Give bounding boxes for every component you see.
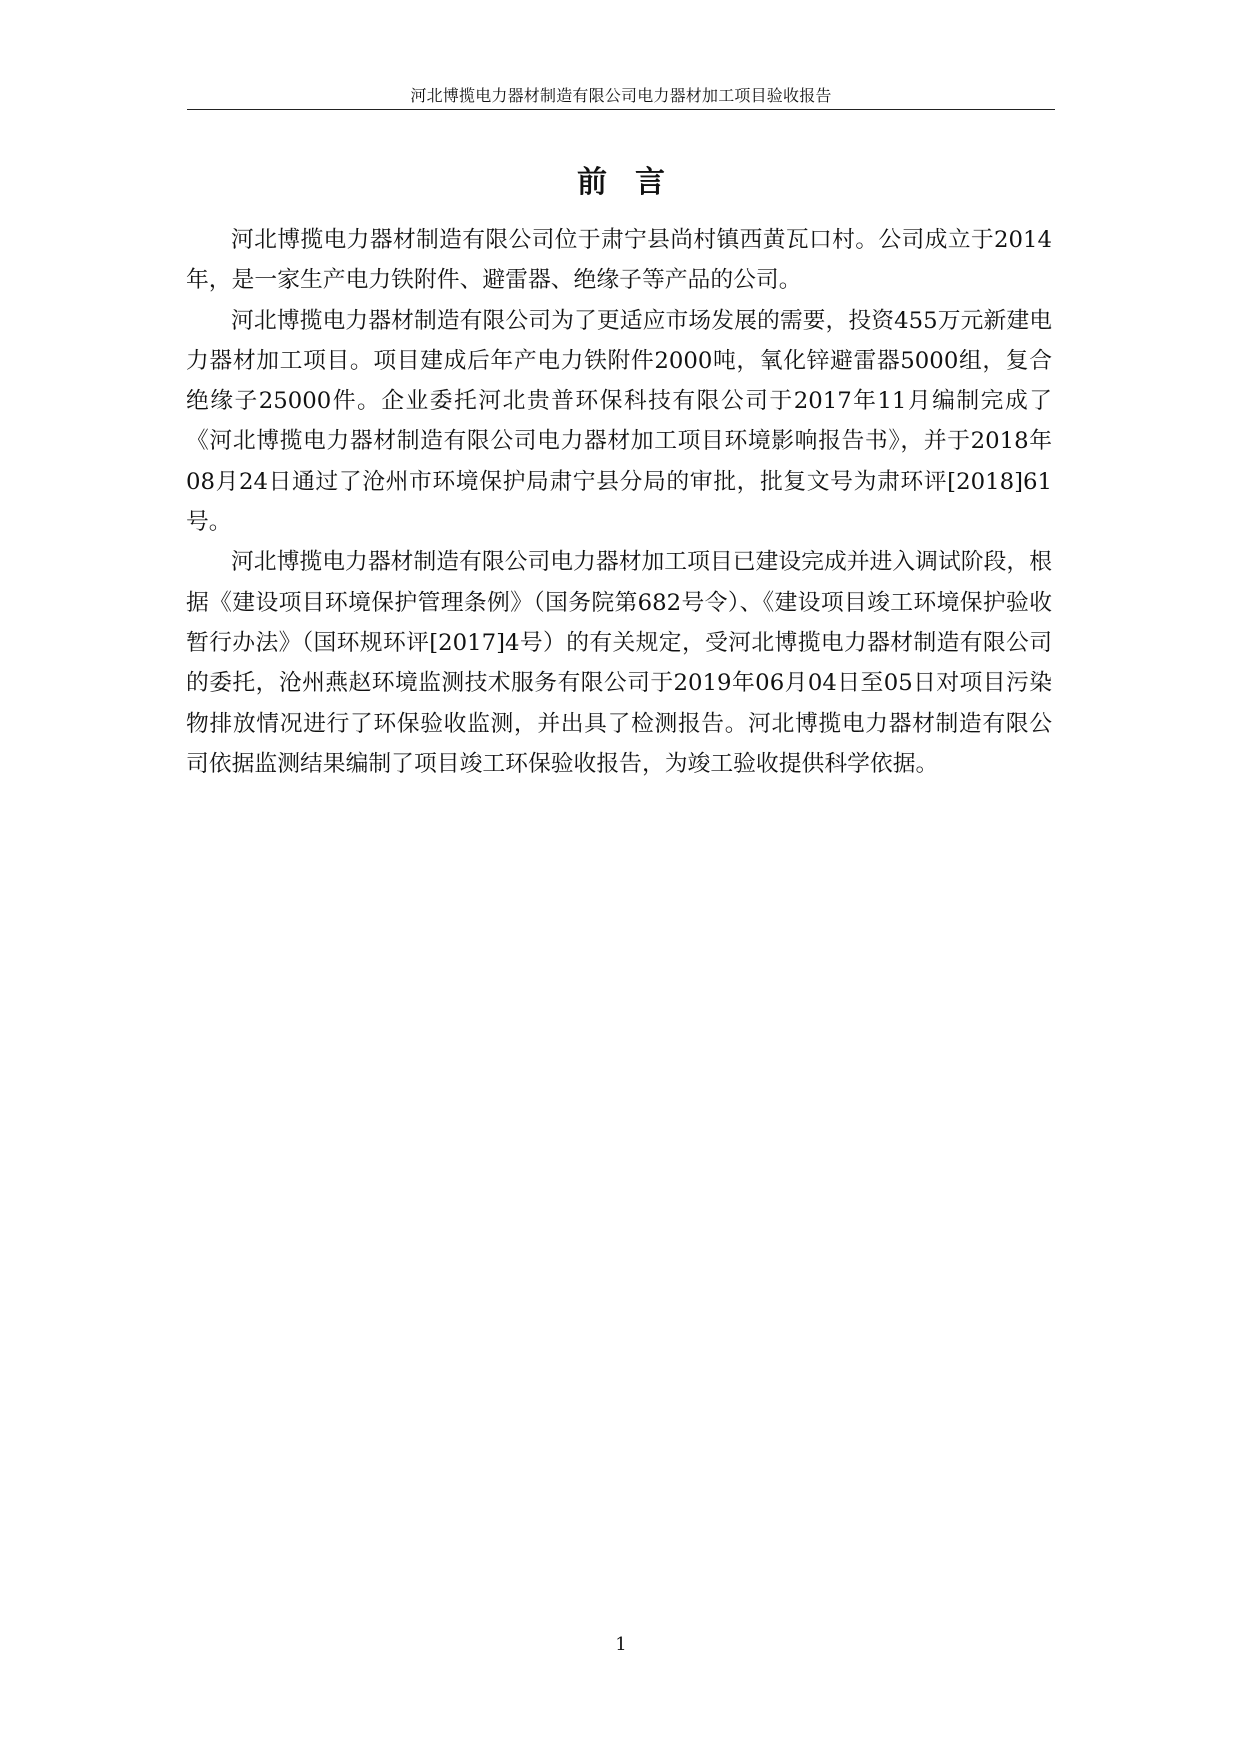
page-number: 1 [615, 1634, 627, 1655]
paragraph-company-intro: 河北博揽电力器材制造有限公司位于肃宁县尚村镇西黄瓦口村。公司成立于2014年，是一家生产电力铁附件、避雷器、绝缘子等产品的公司。 [186, 227, 1052, 294]
paragraph-acceptance-monitoring: 河北博揽电力器材制造有限公司电力器材加工项目已建设完成并进入调试阶段，根据《建设项目环境保护管理条例》（国务院第682号令）、《建设项目竣工环境保护验收暂行办法》（国环规环评[2017]4号）的有关规定，受河北博揽电力器材制造有限公司的委托，沧州燕赵环境监测技术服务有限公司于2019年06月04日至05日对项目污染物排放情况进行了环保验收监测，并出具了检测报告。河北博揽电力器材制造有限公司依据监测结果编制了项目竣工环保验收报告，为竣工验收提供科学依据。 [186, 549, 1052, 777]
paragraph-project-background: 河北博揽电力器材制造有限公司为了更适应市场发展的需要，投资455万元新建电力器材加工项目。项目建成后年产电力铁附件2000吨，氧化锌避雷器5000组，复合绝缘子25000件。企业委托河北贵普环保科技有限公司于2017年11月编制完成了《河北博揽电力器材制造有限公司电力器材加工项目环境影响报告书》，并于2018年08月24日通过了沧州市环境保护局肃宁县分局的审批，批复文号为肃环评[2018]61号。 [186, 307, 1052, 536]
running-header: 河北博揽电力器材制造有限公司电力器材加工项目验收报告 [410, 86, 832, 105]
header-divider [187, 109, 1055, 110]
document-body [186, 220, 1052, 784]
page-title: 前言 [577, 165, 693, 200]
